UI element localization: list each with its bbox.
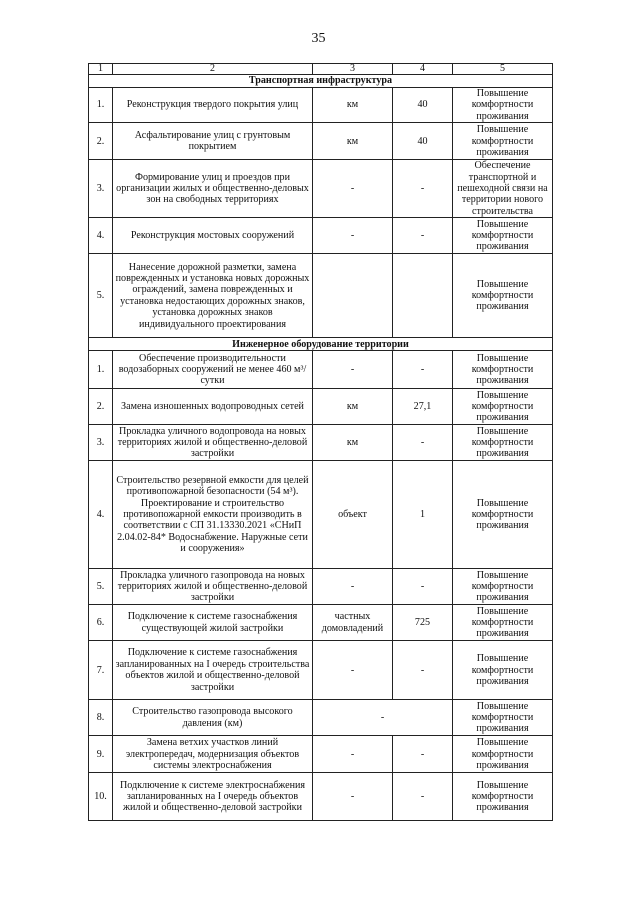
purpose: Обеспечение транспортной и пешеходной связи на территории нового строительства [453,160,553,218]
unit: - [313,641,393,700]
measures-table [88,63,553,821]
section-title: Транспортная инфраструктура [89,75,553,88]
purpose: Повышение комфортности проживания [453,425,553,461]
measure-name: Замена изношенных водопроводных сетей [113,389,313,425]
measure-name: Асфальтирование улиц с грунтовым покрытием [113,123,313,160]
unit: - [313,700,453,736]
unit: - [313,218,393,254]
quantity: - [393,425,453,461]
purpose: Повышение комфортности проживания [453,569,553,605]
purpose: Повышение комфортности проживания [453,123,553,160]
measure-name: Реконструкция мостовых сооружений [113,218,313,254]
section-title-row [89,338,553,351]
unit: км [313,88,393,123]
row-number: 5. [89,569,113,605]
quantity: 1 [393,461,453,569]
purpose: Повышение комфортности проживания [453,254,553,338]
table-row [89,160,553,218]
purpose: Повышение комфортности проживания [453,641,553,700]
row-number: 3. [89,425,113,461]
table-row [89,425,553,461]
quantity [393,254,453,338]
purpose: Повышение комфортности проживания [453,218,553,254]
column-number-row [89,64,553,75]
table-row [89,88,553,123]
unit: км [313,425,393,461]
purpose: Повышение комфортности проживания [453,389,553,425]
quantity: 40 [393,88,453,123]
measure-name: Прокладка уличного газопровода на новых территориях жилой и общественно-деловой застройки [113,569,313,605]
quantity: - [393,160,453,218]
row-number: 3. [89,160,113,218]
purpose: Повышение комфортности проживания [453,461,553,569]
purpose: Повышение комфортности проживания [453,88,553,123]
row-number: 1. [89,88,113,123]
measure-name: Подключение к системе электроснабжения запланированных на I очередь объектов жилой и общественно-деловой застройки [113,773,313,821]
column-header: 4 [393,64,453,75]
purpose: Повышение комфортности проживания [453,736,553,773]
quantity: 725 [393,605,453,641]
column-header: 5 [453,64,553,75]
measure-name: Прокладка уличного водопровода на новых территориях жилой и общественно-деловой застройки [113,425,313,461]
table-row [89,461,553,569]
table-row [89,605,553,641]
row-number: 8. [89,700,113,736]
purpose: Повышение комфортности проживания [453,605,553,641]
quantity: - [393,736,453,773]
quantity: 40 [393,123,453,160]
measure-name: Реконструкция твердого покрытия улиц [113,88,313,123]
row-number: 4. [89,461,113,569]
row-number: 10. [89,773,113,821]
table-row [89,123,553,160]
unit: - [313,736,393,773]
table-row [89,389,553,425]
row-number: 6. [89,605,113,641]
table-row [89,700,553,736]
unit: частных домовладений [313,605,393,641]
measure-name: Замена ветхих участков линий электропередач, модернизация объектов системы электроснабжения [113,736,313,773]
table-row [89,351,553,389]
row-number: 4. [89,218,113,254]
purpose: Повышение комфортности проживания [453,700,553,736]
column-header: 2 [113,64,313,75]
table-row [89,641,553,700]
purpose: Повышение комфортности проживания [453,773,553,821]
row-number: 7. [89,641,113,700]
row-number: 2. [89,123,113,160]
quantity: 27,1 [393,389,453,425]
section-title-row [89,75,553,88]
quantity: - [393,351,453,389]
measure-name: Подключение к системе газоснабжения существующей жилой застройки [113,605,313,641]
measure-name: Строительство газопровода высокого давления (км) [113,700,313,736]
purpose: Повышение комфортности проживания [453,351,553,389]
quantity: - [393,773,453,821]
measure-name: Строительство резервной емкости для целей противопожарной безопасности (54 м³). Проектирование и строительство противопожарной емкости производить в соответствии с СП 31.13330.2021 «СНиП 2.04.02-84* Водоснабжение. Наружные сети и сооружения» [113,461,313,569]
page-number: 35 [311,31,326,46]
unit: объект [313,461,393,569]
unit: - [313,773,393,821]
measure-name: Подключение к системе газоснабжения запланированных на I очередь строительства объектов жилой и общественно-деловой застройки [113,641,313,700]
row-number: 2. [89,389,113,425]
section-title: Инженерное оборудование территории [89,338,553,351]
row-number: 9. [89,736,113,773]
measure-name: Нанесение дорожной разметки, замена поврежденных и установка новых дорожных ограждений, замена поврежденных и установка недостающих дорожных знаков, установка дорожных знаков индивидуального проектирования [113,254,313,338]
unit: км [313,389,393,425]
unit: - [313,569,393,605]
unit: - [313,351,393,389]
column-header: 1 [89,64,113,75]
table-row [89,773,553,821]
table-row [89,218,553,254]
table-row [89,254,553,338]
unit [313,254,393,338]
column-header: 3 [313,64,393,75]
table-row [89,569,553,605]
row-number: 1. [89,351,113,389]
quantity: - [393,641,453,700]
row-number: 5. [89,254,113,338]
unit: км [313,123,393,160]
measure-name: Обеспечение производительности водозаборных сооружений не менее 460 м³/сутки [113,351,313,389]
quantity: - [393,218,453,254]
quantity: - [393,569,453,605]
table-row [89,736,553,773]
measure-name: Формирование улиц и проездов при организации жилых и общественно-деловых зон на свободных территориях [113,160,313,218]
unit: - [313,160,393,218]
